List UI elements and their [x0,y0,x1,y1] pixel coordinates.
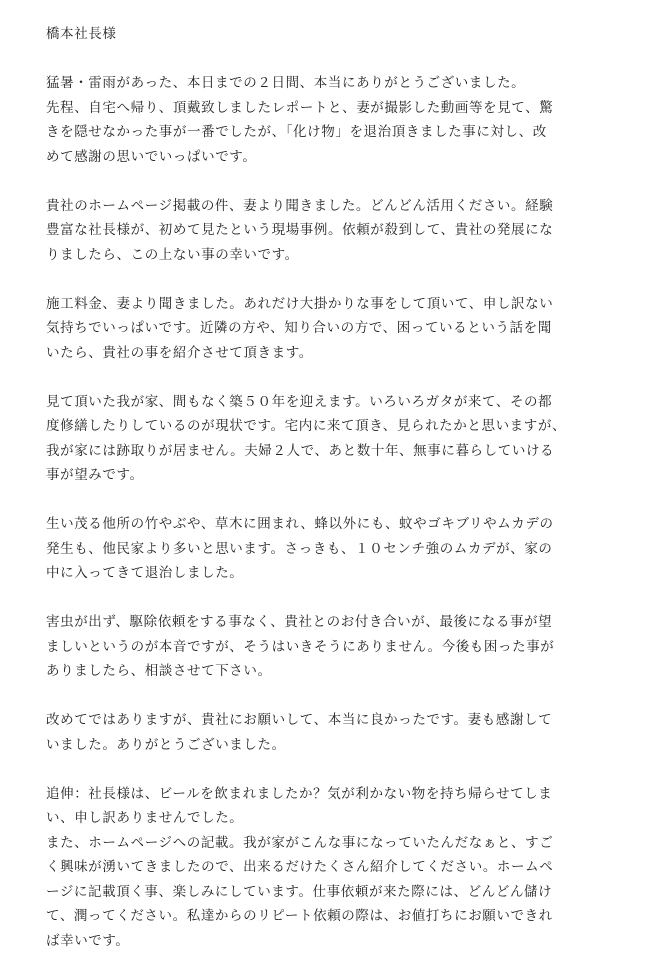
salutation: 橋本社長様 [46,26,117,42]
paragraph-future [46,610,646,684]
letter-body [46,22,646,953]
text-line: 施工料金、妻より聞きました。あれだけ大掛かりな事をして頂いて、申し訳ない [46,295,554,312]
text-line: いました。ありがとうございました。 [46,736,286,753]
paragraph-postscript [46,782,646,954]
text-line: ージに記載頂く事、楽しみにしています。仕事依頼が来た際には、どんどん儲け [46,883,553,900]
text-line: 見て頂いた我が家、間もなく築５０年を迎えます。いろいろガタが来て、その都 [46,393,553,410]
text-line: 先程、自宅へ帰り、頂戴致しましたレポートと、妻が撮影した動画等を見て、驚 [46,99,554,116]
text-line: ば幸いです。 [46,932,130,949]
paragraph-house [46,390,646,488]
text-line: い、申し訳ありませんでした。 [46,810,244,826]
paragraph-thanks [46,71,646,169]
text-line: 生い茂る他所の竹やぶや、草木に囲まれ、蜂以外にも、蚊やゴキブリやムカデの [46,516,554,532]
text-line: きを隠せなかった事が一番でしたが、「化け物」を退治頂きました事に対し、改 [46,124,547,140]
text-line: いたら、貴社の事を紹介させて頂きます。 [46,344,313,361]
text-line: 度修繕したりしているのが現状です。宅内に来て頂き、見られたかと思いますが、 [46,418,567,434]
text-line: 中に入ってきて退治しました。 [46,565,244,581]
text-line: 改めてではありますが、貴社にお願いして、本当に良かったです。妻も感謝して [46,712,553,728]
text-line: 気持ちでいっぱいです。近隣の方や、知り合いの方で、困っているという話を聞 [46,320,552,336]
text-line: 事が望みです。 [46,467,144,483]
paragraph-homepage [46,194,646,268]
paragraph-fee [46,292,646,366]
text-line: て、潤ってください。私達からのリピート依頼の際は、お値打ちにお願いできれ [46,908,553,924]
text-line: 発生も、他民家より多いと思います。さっきも、１０センチ強のムカデが、家の [46,540,553,557]
text-line: 追伸：社長様は、ビールを飲まれましたか？気が利かない物を持ち帰らせてしま [46,785,553,802]
text-line: 我が家には跡取りが居ません。夫婦２人で、あと数十年、無事に暮らしていける [46,442,555,459]
text-line: ありましたら、相談させて下さい。 [46,663,272,679]
text-line: ましいというのが本音ですが、そうはいきそうにありません。今後も困った事が [46,638,555,655]
text-line: また、ホームページへの記載。我が家がこんな事になっていたんだなぁと、すご [46,834,554,851]
text-line: 豊富な社長様が、初めて見たという現場事例。依頼が殺到して、貴社の発展にな [46,222,554,238]
text-line: めて感謝の思いでいっぱいです。 [46,148,257,165]
paragraph-pests [46,512,646,586]
paragraph-gratitude [46,708,646,757]
text-line: りましたら、この上ない事の幸いです。 [46,246,299,263]
text-line: 貴社のホームページ掲載の件、妻より聞きました。どんどん活用ください。経験 [46,197,554,214]
text-line: 害虫が出ず、駆除依頼をする事なく、貴社とのお付き合いが、最後になる事が望 [46,614,553,630]
text-line: 猛暑・雷雨があった、本日までの２日間、本当にありがとうございました。 [46,75,526,91]
text-line: く興味が湧いてきましたので、出来るだけたくさん紹介してください。ホームペ [46,859,554,875]
